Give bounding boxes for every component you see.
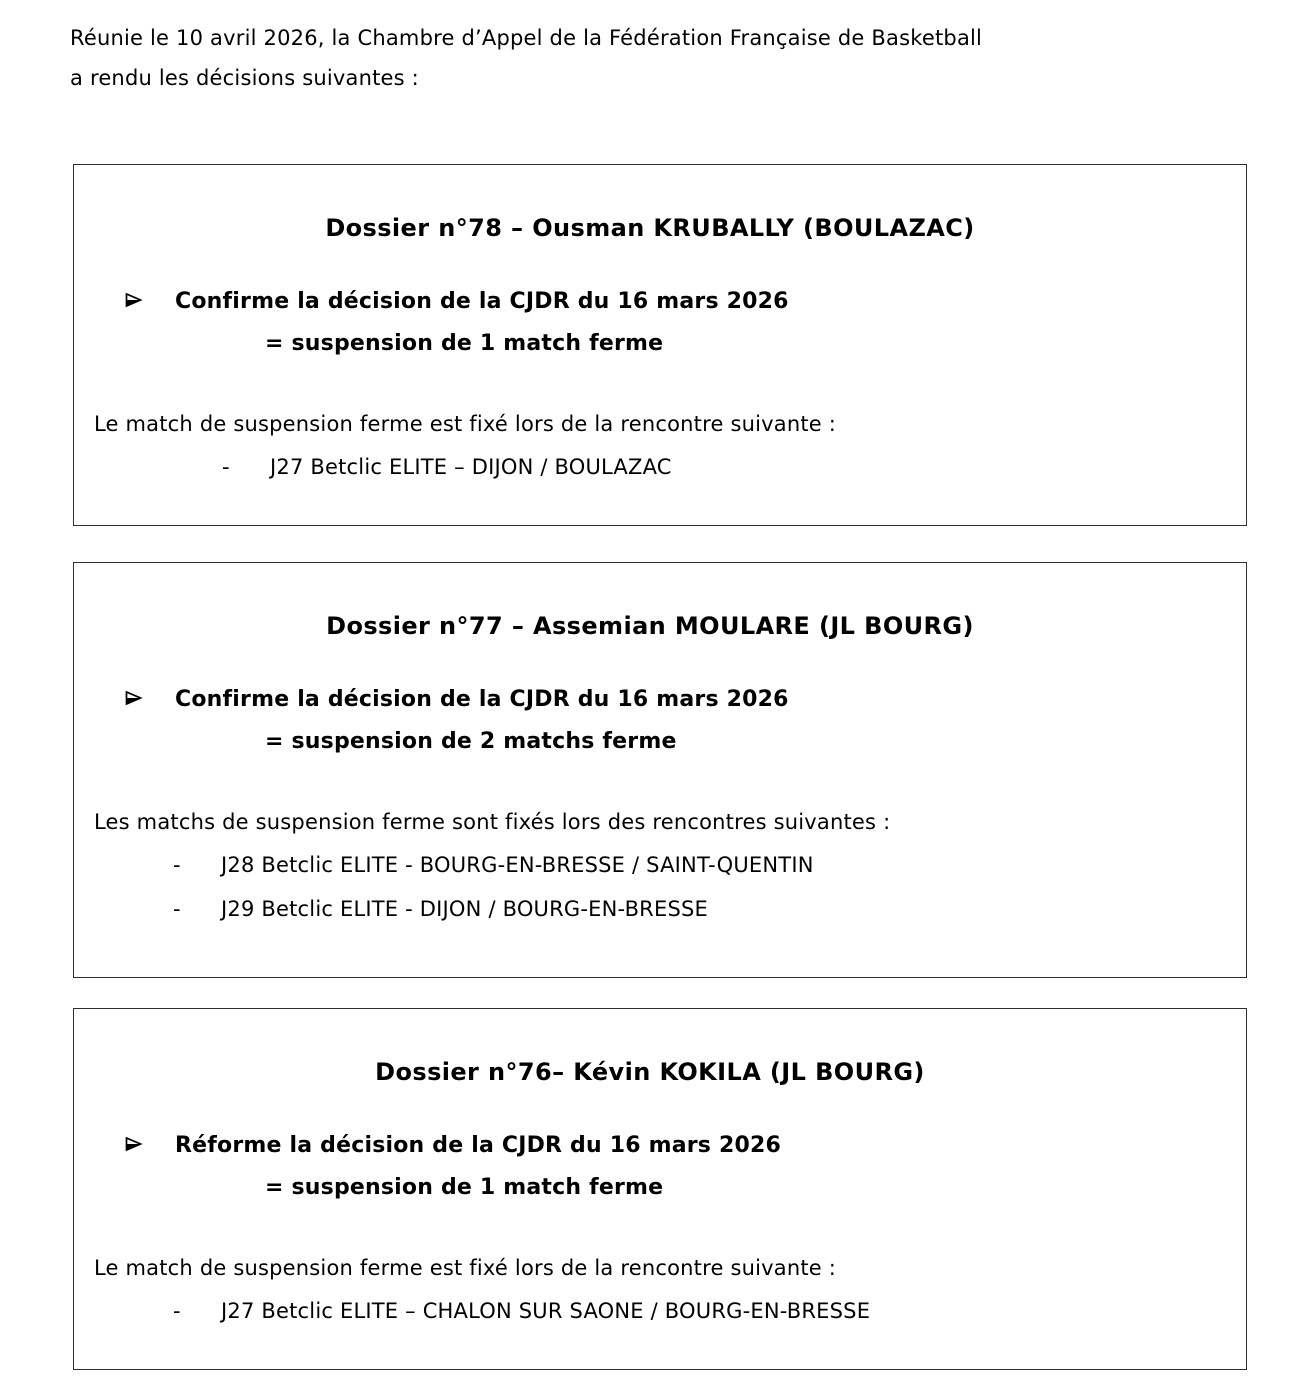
dash-marker: -: [173, 897, 181, 921]
dossier-title: Dossier n°78 – Ousman KRUBALLY (BOULAZAC): [325, 214, 975, 242]
dossier-title: Dossier n°77 – Assemian MOULARE (JL BOURG): [326, 612, 974, 640]
dash-marker: -: [173, 853, 181, 877]
match-text: J27 Betclic ELITE – CHALON SUR SAONE / BOURG-EN-BRESSE: [221, 1299, 871, 1323]
arrow-bullet-icon: [124, 281, 175, 323]
sanction-text: = suspension de 2 matchs ferme: [265, 729, 677, 754]
fixture-intro: Les matchs de suspension ferme sont fixés lors des rencontres suivantes :: [94, 810, 891, 834]
match-item: [74, 445, 1226, 489]
match-item: [74, 843, 1226, 887]
arrow-bullet-icon: [124, 1125, 175, 1167]
decision-text: Confirme la décision de la CJDR du 16 mars 2026: [175, 687, 789, 712]
match-text: J27 Betclic ELITE – DIJON / BOULAZAC: [270, 455, 672, 479]
match-text: J28 Betclic ELITE - BOURG-EN-BRESSE / SAINT-QUENTIN: [221, 853, 814, 877]
dossier-card-76: [73, 1008, 1247, 1370]
sanction-text: = suspension de 1 match ferme: [265, 331, 664, 356]
decision-text: Réforme la décision de la CJDR du 16 mars 2026: [175, 1133, 781, 1158]
intro-line-2: a rendu les décisions suivantes :: [70, 66, 419, 90]
decision-bullet-row: [74, 1125, 1226, 1167]
dossier-title: Dossier n°76– Kévin KOKILA (JL BOURG): [375, 1058, 925, 1086]
decision-text: Confirme la décision de la CJDR du 16 mars 2026: [175, 289, 789, 314]
dash-marker: -: [222, 455, 230, 479]
decision-bullet-row: [74, 281, 1226, 323]
sanction-text: = suspension de 1 match ferme: [265, 1175, 664, 1200]
intro-line-1: Réunie le 10 avril 2026, la Chambre d’Appel de la Fédération Française de Basketball: [70, 26, 983, 50]
fixture-intro: Le match de suspension ferme est fixé lors de la rencontre suivante :: [94, 1256, 837, 1280]
intro-paragraph: [70, 18, 1240, 98]
match-text: J29 Betclic ELITE - DIJON / BOURG-EN-BRESSE: [221, 897, 708, 921]
dossier-card-78: [73, 164, 1247, 526]
match-item: [74, 887, 1226, 931]
arrow-bullet-icon: [124, 679, 175, 721]
dash-marker: -: [173, 1299, 181, 1323]
match-item: [74, 1289, 1226, 1333]
decision-bullet-row: [74, 679, 1226, 721]
fixture-intro: Le match de suspension ferme est fixé lors de la rencontre suivante :: [94, 412, 837, 436]
dossier-card-77: [73, 562, 1247, 978]
